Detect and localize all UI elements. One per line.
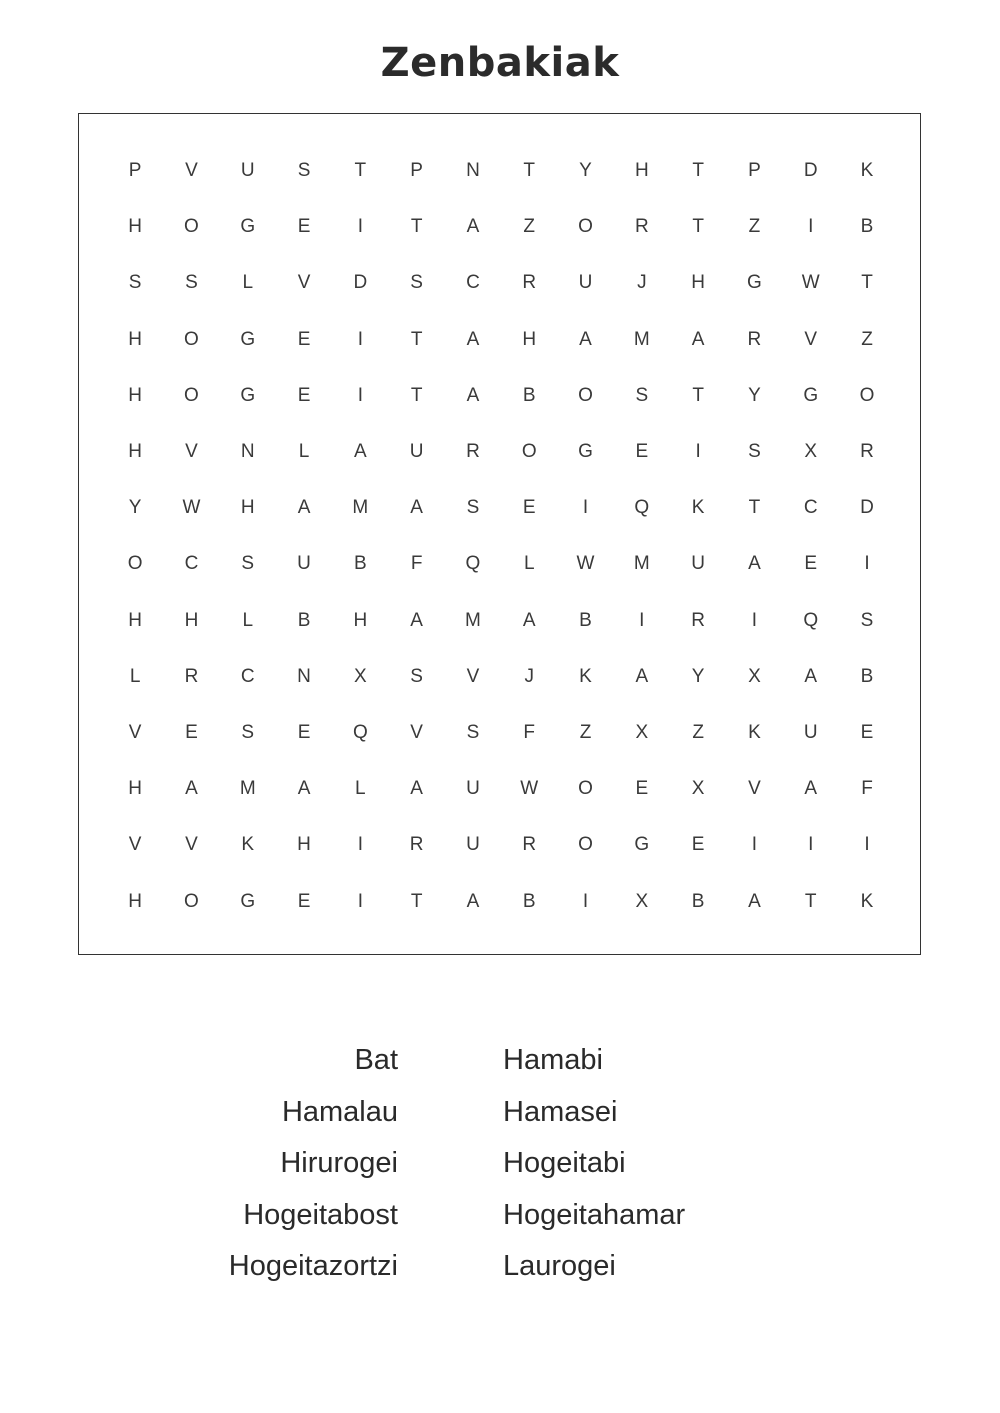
- grid-letter[interactable]: K: [860, 890, 874, 912]
- word-list-item: Hogeitabi: [503, 1147, 626, 1180]
- grid-letter[interactable]: E: [860, 721, 874, 743]
- grid-letter[interactable]: I: [357, 890, 363, 912]
- grid-letter[interactable]: T: [748, 497, 761, 519]
- grid-letter[interactable]: R: [409, 834, 424, 856]
- grid-letter[interactable]: X: [748, 665, 761, 687]
- grid-letter[interactable]: U: [578, 272, 593, 294]
- grid-letter[interactable]: S: [466, 497, 480, 519]
- grid-letter[interactable]: S: [241, 721, 255, 743]
- grid-letter[interactable]: E: [635, 778, 649, 800]
- grid-letter[interactable]: A: [466, 384, 480, 406]
- grid-letter[interactable]: K: [691, 497, 705, 519]
- grid-letter[interactable]: S: [241, 553, 255, 575]
- grid-letter[interactable]: V: [466, 665, 480, 687]
- grid-letter[interactable]: V: [297, 272, 311, 294]
- grid-letter[interactable]: S: [748, 441, 761, 463]
- grid-letter[interactable]: M: [465, 609, 481, 631]
- grid-letter[interactable]: W: [520, 778, 539, 800]
- grid-letter[interactable]: I: [639, 609, 645, 631]
- grid-letter[interactable]: S: [860, 609, 874, 631]
- grid-letter[interactable]: Q: [803, 609, 819, 631]
- grid-letter[interactable]: D: [353, 272, 368, 294]
- grid-letter[interactable]: B: [522, 890, 536, 912]
- grid-letter[interactable]: T: [354, 160, 367, 182]
- grid-letter[interactable]: I: [751, 834, 758, 856]
- grid-letter[interactable]: B: [691, 890, 705, 912]
- grid-letter[interactable]: A: [804, 778, 818, 800]
- grid-letter[interactable]: L: [298, 441, 310, 463]
- grid-letter[interactable]: U: [466, 834, 480, 856]
- grid-letter[interactable]: S: [410, 272, 423, 294]
- grid-letter[interactable]: O: [578, 384, 593, 406]
- grid-letter[interactable]: H: [353, 609, 368, 631]
- grid-letter[interactable]: O: [184, 384, 199, 406]
- grid-letter[interactable]: L: [523, 553, 535, 575]
- grid-letter[interactable]: H: [128, 609, 143, 631]
- grid-letter[interactable]: V: [410, 721, 423, 743]
- grid-letter[interactable]: L: [129, 665, 141, 687]
- grid-letter[interactable]: F: [410, 553, 423, 575]
- grid-letter[interactable]: B: [353, 553, 367, 575]
- grid-letter[interactable]: W: [576, 553, 595, 575]
- grid-letter[interactable]: R: [634, 216, 649, 238]
- grid-letter[interactable]: K: [579, 665, 592, 687]
- grid-letter[interactable]: R: [184, 665, 199, 687]
- grid-letter[interactable]: G: [578, 441, 593, 463]
- grid-letter[interactable]: A: [579, 328, 592, 350]
- grid-letter[interactable]: F: [861, 778, 873, 800]
- grid-letter[interactable]: B: [860, 216, 874, 238]
- grid-letter[interactable]: P: [128, 160, 142, 182]
- grid-letter[interactable]: I: [864, 553, 870, 575]
- grid-letter[interactable]: O: [859, 384, 875, 406]
- grid-letter[interactable]: I: [357, 328, 363, 350]
- grid-letter[interactable]: O: [521, 441, 537, 463]
- grid-letter[interactable]: V: [128, 834, 142, 856]
- grid-letter[interactable]: G: [240, 216, 256, 238]
- grid-letter[interactable]: K: [860, 160, 874, 182]
- grid-letter[interactable]: H: [128, 778, 143, 800]
- grid-letter[interactable]: V: [185, 441, 198, 463]
- grid-letter[interactable]: O: [578, 834, 593, 856]
- grid-letter[interactable]: L: [242, 272, 254, 294]
- grid-letter[interactable]: A: [691, 328, 705, 350]
- grid-letter[interactable]: N: [240, 441, 255, 463]
- grid-letter[interactable]: O: [127, 553, 143, 575]
- grid-letter[interactable]: Y: [128, 497, 142, 519]
- grid-letter[interactable]: E: [185, 721, 198, 743]
- grid-letter[interactable]: K: [748, 721, 761, 743]
- grid-letter[interactable]: E: [691, 834, 705, 856]
- grid-letter[interactable]: H: [128, 384, 143, 406]
- grid-letter[interactable]: M: [633, 328, 650, 350]
- grid-letter[interactable]: U: [691, 553, 705, 575]
- grid-letter[interactable]: S: [410, 665, 423, 687]
- word-list-item: Hirurogei: [280, 1147, 398, 1180]
- grid-letter[interactable]: J: [637, 272, 647, 294]
- grid-letter[interactable]: Y: [748, 384, 761, 406]
- grid-letter[interactable]: R: [466, 441, 480, 463]
- grid-letter[interactable]: C: [240, 665, 255, 687]
- word-list-item: Laurogei: [503, 1250, 616, 1283]
- grid-letter[interactable]: B: [860, 665, 874, 687]
- grid-letter[interactable]: B: [522, 384, 536, 406]
- grid-letter[interactable]: M: [633, 553, 650, 575]
- grid-letter[interactable]: J: [524, 665, 534, 687]
- grid-letter[interactable]: B: [297, 609, 311, 631]
- grid-letter[interactable]: U: [409, 441, 424, 463]
- grid-letter[interactable]: V: [748, 778, 761, 800]
- grid-letter[interactable]: E: [297, 216, 311, 238]
- grid-letter[interactable]: A: [185, 778, 198, 800]
- word-list-left-column: [229, 1036, 398, 1294]
- grid-letter[interactable]: O: [184, 890, 199, 912]
- grid-letter[interactable]: T: [804, 890, 817, 912]
- grid-letter[interactable]: G: [634, 834, 650, 856]
- grid-letter[interactable]: A: [804, 665, 818, 687]
- grid-letter[interactable]: U: [240, 160, 255, 182]
- grid-letter[interactable]: A: [297, 497, 311, 519]
- grid-letter[interactable]: A: [748, 890, 761, 912]
- grid-letter[interactable]: H: [634, 160, 649, 182]
- grid-letter[interactable]: U: [466, 778, 480, 800]
- grid-letter[interactable]: F: [523, 721, 536, 743]
- grid-letter[interactable]: R: [522, 272, 537, 294]
- grid-letter[interactable]: I: [808, 834, 814, 856]
- grid-letter[interactable]: E: [804, 553, 818, 575]
- grid-letter[interactable]: T: [861, 272, 873, 294]
- grid-letter[interactable]: I: [582, 497, 589, 519]
- grid-letter[interactable]: U: [803, 721, 818, 743]
- grid-letter[interactable]: H: [691, 272, 705, 294]
- grid-letter[interactable]: C: [184, 553, 199, 575]
- grid-letter[interactable]: U: [297, 553, 311, 575]
- grid-letter[interactable]: H: [128, 441, 143, 463]
- grid-letter[interactable]: T: [692, 160, 704, 182]
- grid-letter[interactable]: W: [182, 497, 201, 519]
- grid-letter[interactable]: A: [466, 890, 480, 912]
- grid-letter[interactable]: L: [242, 609, 254, 631]
- grid-letter[interactable]: A: [522, 609, 536, 631]
- grid-letter[interactable]: A: [297, 778, 311, 800]
- grid-letter[interactable]: X: [635, 721, 649, 743]
- word-list-item: Hamalau: [281, 1095, 398, 1128]
- grid-letter[interactable]: X: [353, 665, 367, 687]
- grid-letter[interactable]: R: [691, 609, 705, 631]
- grid-letter[interactable]: A: [635, 665, 649, 687]
- grid-letter[interactable]: Q: [352, 721, 368, 743]
- grid-letter[interactable]: M: [352, 497, 369, 519]
- word-list-right-column: [503, 1036, 685, 1294]
- grid-letter[interactable]: N: [297, 665, 311, 687]
- grid-letter[interactable]: E: [297, 890, 311, 912]
- grid-letter[interactable]: A: [410, 609, 423, 631]
- grid-letter[interactable]: W: [801, 272, 820, 294]
- grid-letter[interactable]: T: [410, 328, 423, 350]
- grid-letter[interactable]: Z: [692, 721, 704, 743]
- grid-letter[interactable]: I: [751, 609, 758, 631]
- grid-letter[interactable]: Q: [465, 553, 481, 575]
- grid-letter[interactable]: H: [128, 216, 143, 238]
- grid-letter[interactable]: S: [128, 272, 142, 294]
- grid-letter[interactable]: E: [297, 384, 311, 406]
- grid-letter[interactable]: Z: [579, 721, 592, 743]
- word-list-item: Hogeitazortzi: [228, 1250, 398, 1283]
- grid-letter[interactable]: T: [692, 216, 704, 238]
- grid-letter[interactable]: Z: [523, 216, 536, 238]
- grid-letter[interactable]: Y: [691, 665, 705, 687]
- grid-letter[interactable]: S: [185, 272, 198, 294]
- grid-letter[interactable]: I: [582, 890, 589, 912]
- grid-letter[interactable]: I: [695, 441, 701, 463]
- word-list-item: Hamasei: [503, 1095, 618, 1128]
- grid-letter[interactable]: S: [466, 721, 480, 743]
- page-title: Zenbakiak: [380, 40, 620, 86]
- grid-letter[interactable]: O: [578, 778, 593, 800]
- grid-letter[interactable]: Y: [579, 160, 592, 182]
- grid-letter[interactable]: A: [466, 328, 480, 350]
- grid-letter[interactable]: S: [635, 384, 649, 406]
- grid-letter[interactable]: G: [747, 272, 762, 294]
- grid-letter[interactable]: H: [128, 890, 143, 912]
- word-list-item: Hogeitabost: [243, 1198, 398, 1231]
- grid-letter[interactable]: O: [184, 328, 199, 350]
- grid-letter[interactable]: I: [808, 216, 814, 238]
- grid-letter[interactable]: O: [184, 216, 199, 238]
- grid-letter[interactable]: Z: [748, 216, 761, 238]
- grid-letter[interactable]: A: [748, 553, 761, 575]
- grid-letter[interactable]: E: [522, 497, 536, 519]
- grid-letter[interactable]: E: [297, 721, 311, 743]
- grid-letter[interactable]: S: [297, 160, 311, 182]
- grid-letter[interactable]: H: [297, 834, 311, 856]
- grid-letter[interactable]: P: [748, 160, 761, 182]
- grid-letter[interactable]: K: [241, 834, 255, 856]
- grid-letter[interactable]: E: [635, 441, 649, 463]
- grid-letter[interactable]: T: [523, 160, 536, 182]
- grid-letter[interactable]: H: [522, 328, 537, 350]
- grid-letter[interactable]: G: [240, 328, 256, 350]
- grid-letter[interactable]: V: [804, 328, 818, 350]
- grid-letter[interactable]: N: [466, 160, 480, 182]
- grid-letter[interactable]: Q: [634, 497, 650, 519]
- grid-letter[interactable]: P: [410, 160, 423, 182]
- word-list-item: Bat: [354, 1044, 398, 1076]
- grid-letter[interactable]: H: [128, 328, 143, 350]
- grid-letter[interactable]: L: [355, 778, 366, 800]
- grid-letter[interactable]: G: [240, 890, 256, 912]
- grid-letter[interactable]: R: [860, 441, 874, 463]
- grid-letter[interactable]: Z: [861, 328, 873, 350]
- grid-letter[interactable]: E: [297, 328, 311, 350]
- grid-letter[interactable]: I: [357, 216, 363, 238]
- grid-letter[interactable]: T: [692, 384, 704, 406]
- grid-letter[interactable]: I: [357, 834, 363, 856]
- word-list-item: Hogeitahamar: [503, 1198, 686, 1231]
- grid-letter[interactable]: V: [185, 834, 198, 856]
- word-search-grid-frame: [78, 113, 921, 955]
- grid-letter[interactable]: A: [410, 497, 423, 519]
- grid-letter[interactable]: X: [635, 890, 649, 912]
- grid-letter[interactable]: G: [803, 384, 819, 406]
- grid-letter[interactable]: O: [578, 216, 593, 238]
- grid-letter[interactable]: X: [804, 441, 818, 463]
- grid-letter[interactable]: I: [864, 834, 870, 856]
- grid-letter[interactable]: A: [466, 216, 480, 238]
- grid-letter[interactable]: C: [466, 272, 480, 294]
- grid-letter[interactable]: D: [803, 160, 818, 182]
- grid-letter[interactable]: T: [410, 890, 423, 912]
- grid-letter[interactable]: H: [240, 497, 255, 519]
- grid-letter[interactable]: T: [410, 216, 423, 238]
- grid-letter[interactable]: C: [803, 497, 818, 519]
- grid-letter[interactable]: G: [240, 384, 256, 406]
- grid-letter[interactable]: V: [128, 721, 142, 743]
- grid-letter[interactable]: A: [410, 778, 423, 800]
- grid-letter[interactable]: I: [357, 384, 363, 406]
- word-search-grid: [107, 143, 895, 930]
- grid-letter[interactable]: D: [860, 497, 874, 519]
- grid-letter[interactable]: T: [410, 384, 423, 406]
- word-list-item: Hamabi: [503, 1044, 603, 1076]
- grid-letter[interactable]: R: [522, 834, 537, 856]
- grid-letter[interactable]: V: [185, 160, 198, 182]
- grid-letter[interactable]: M: [239, 778, 256, 800]
- grid-letter[interactable]: H: [184, 609, 199, 631]
- grid-letter[interactable]: B: [579, 609, 592, 631]
- grid-letter[interactable]: R: [747, 328, 762, 350]
- grid-letter[interactable]: X: [691, 778, 705, 800]
- grid-letter[interactable]: A: [353, 441, 367, 463]
